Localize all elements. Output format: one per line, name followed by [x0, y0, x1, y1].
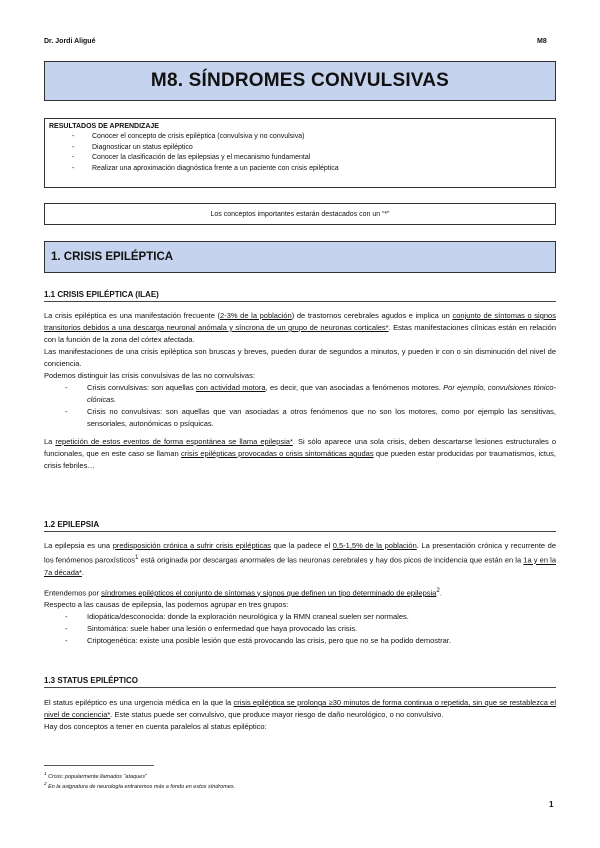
list-item: - Criptogenética: existe una posible lesión que está provocando las crisis, pero que no se ha podido demostrar. [65, 635, 556, 647]
paragraph: Hay dos conceptos a tener en cuenta paralelos al status epiléptico: [44, 722, 267, 731]
page-title: M8. SÍNDROMES CONVULSIVAS [44, 61, 556, 101]
footnote-divider [44, 765, 154, 766]
outcome-item: - Realizar una aproximación diagnóstica frente a un paciente con crisis epiléptica [72, 164, 551, 175]
subsection-heading-1-3: 1.3 STATUS EPILÉPTICO [44, 676, 556, 688]
list-item: - Idiopática/desconocida: donde la exploración neurológica y la RMN craneal suelen ser normales. [65, 611, 556, 623]
outcome-item: - Conocer la clasificación de las epilepsias y el mecanismo fundamental [72, 153, 551, 164]
list-item: - Sintomática: suele haber una lesión o enfermedad que haya provocado las crisis. [65, 623, 556, 635]
learning-outcomes-box [44, 118, 556, 188]
subsection-heading-1-2: 1.2 EPILEPSIA [44, 520, 556, 532]
module-header: M8 [537, 38, 547, 45]
paragraph: Entendemos por síndromes epilépticos el conjunto de síntomas y signos que definen un tipo determinado de epilepsia$^2$. [44, 586, 442, 597]
page-number: 1 [549, 800, 554, 809]
section-1-1-body [44, 310, 556, 472]
section-1-3-body [44, 697, 556, 733]
bullet-list [44, 382, 556, 430]
subsection-heading-1-1: 1.1 CRISIS EPILÉPTICA (ILAE) [44, 290, 556, 302]
footnote: $^1$ Crisis: popularmente llamados “ataques” [44, 771, 147, 780]
section-heading-crisis-epileptica: 1. CRISIS EPILÉPTICA [44, 241, 556, 273]
list-item: - Crisis convulsivas: son aquellas con actividad motora, es decir, que van asociadas a fenómenos motores. Por ejemplo, convulsiones tónico-clónicas. [65, 382, 556, 406]
paragraph: Las manifestaciones de una crisis epiléptica son bruscas y breves, pueden durar de segundos a minutos, y pueden ir con o sin disminución del nivel de conciencia. [44, 347, 556, 368]
list-item: - Crisis no convulsivas: son aquellas que van asociadas a otros fenómenos que no son los motores, como por ejemplo las sensitivas, sensoriales, autonómicas o psíquicas. [65, 406, 556, 430]
paragraph: Respecto a las causas de epilepsia, las podemos agrupar en tres grupos: [44, 600, 289, 609]
learning-outcomes-heading: RESULTADOS DE APRENDIZAJE [49, 123, 159, 130]
footnote: $^2$ En la asignatura de neurología entraremos más a fondo en estos síndromes. [44, 781, 236, 790]
paragraph: El status epiléptico es una urgencia médica en la que la crisis epiléptica se prolonga ≥30 minutos de forma continua o repetida, sin que se restablezca el nivel de conciencia*. Este status puede ser convulsivo, que produce mayor riesgo de daño neurológico, o no convulsivo. [44, 698, 557, 719]
outcome-item: - Diagnosticar un status epiléptico [72, 143, 551, 154]
section-1-2-body [44, 540, 556, 647]
paragraph: Podemos distinguir las crisis convulsivas de las no convulsivas: [44, 371, 255, 380]
paragraph: La epilepsia es una predisposición crónica a sufrir crisis epilépticas que la padece el 0,5-1,5% de la población. La presentación crónica y recurrente de los fenómenos paroxísticos$^1$ está originada por descargas anormales de las neuronas cerebrales y hay dos picos de incidencia que están en la 1a y en la 7a década*. [44, 541, 557, 577]
bullet-list [44, 611, 556, 647]
author-header: Dr. Jordi Aligué [44, 38, 96, 45]
important-concepts-note: Los conceptos importantes estarán destacados con un “*” [44, 203, 556, 225]
learning-outcomes-list [49, 132, 551, 174]
paragraph: La crisis epiléptica es una manifestación frecuente (2-3% de la población) de trastornos cerebrales agudos e implica un conjunto de síntomas o signos transitorios debidos a una descarga neuronal anómala y síncrona de un grupo de neuronas corticales*. Estas manifestaciones clínicas están en relación con la función de la zona del córtex afectada. [44, 311, 556, 344]
outcome-item: - Conocer el concepto de crisis epiléptica (convulsiva y no convulsiva) [72, 132, 551, 143]
paragraph: La repetición de estos eventos de forma espontánea se llama epilepsia*. Si sólo aparece una sola crisis, deben descartarse lesiones estructurales o funcionales, que en este caso se llaman crisis epilépticas provocadas o crisis sintomáticas agudas que pueden estar producidas por traumatismos, ictus, crisis febriles… [44, 437, 556, 470]
